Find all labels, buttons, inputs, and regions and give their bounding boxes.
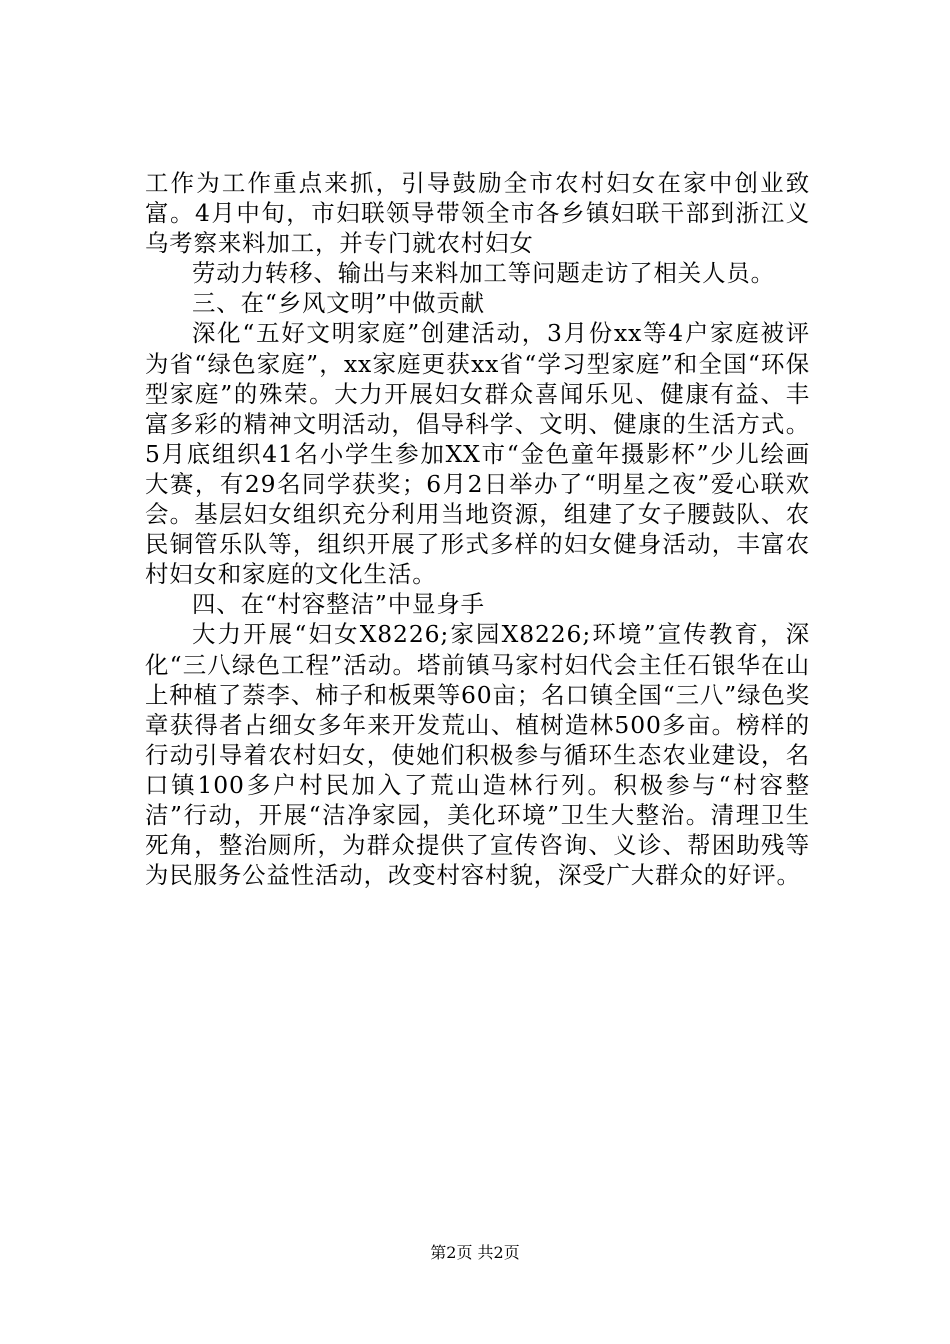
paragraph-civilization: 深化“五好文明家庭”创建活动，3月份xx等4户家庭被评为省“绿色家庭”，xx家庭更获xx省“学习型家庭”和全国“环保型家庭”的殊荣。大力开展妇女群众喜闻乐见、健康有益、丰富多彩的精神文明活动，倡导科学、文明、健康的生活方式。5月底组织41名小学生参加XX市“金色童年摄影杯”少儿绘画大赛，有29名同学获奖；6月2日举办了“明星之夜”爱心联欢会。基层妇女组织充分利用当地资源，组建了女子腰鼓队、农民铜管乐队等，组织开展了形式多样的妇女健身活动，丰富农村妇女和家庭的文化生活。 — [145, 319, 810, 589]
paragraph-continuation: 工作为工作重点来抓，引导鼓励全市农村妇女在家中创业致富。4月中旬，市妇联领导带领全市各乡镇妇联干部到浙江义乌考察来料加工，并专门就农村妇女 — [145, 169, 810, 258]
paragraph-village-clean: 大力开展“妇女X8226;家园X8226;环境”宣传教育，深化“三八绿色工程”活动。塔前镇马家村妇代会主任石银华在山上种植了萘李、柿子和板栗等60亩；名口镇全国“三八”绿色奖章获得者占细女多年来开发荒山、植树造林500多亩。榜样的行动引导着农村妇女，使她们积极参与循环生态农业建设，名口镇100多户村民加入了荒山造林行列。积极参与“村容整洁”行动，开展“洁净家园，美化环境”卫生大整治。清理卫生死角，整治厕所，为群众提供了宣传咨询、义诊、帮困助残等为民服务公益性活动，改变村容村貌，深受广大群众的好评。 — [145, 620, 810, 890]
document-body — [145, 168, 810, 890]
page-footer: 第2页 共2页 — [430, 1243, 520, 1262]
section-heading-4: 四、在“村容整洁”中显身手 — [192, 590, 485, 619]
section-heading-3: 三、在“乡风文明”中做贡献 — [192, 289, 485, 318]
paragraph-labor-transfer: 劳动力转移、输出与来料加工等问题走访了相关人员。 — [192, 259, 775, 288]
